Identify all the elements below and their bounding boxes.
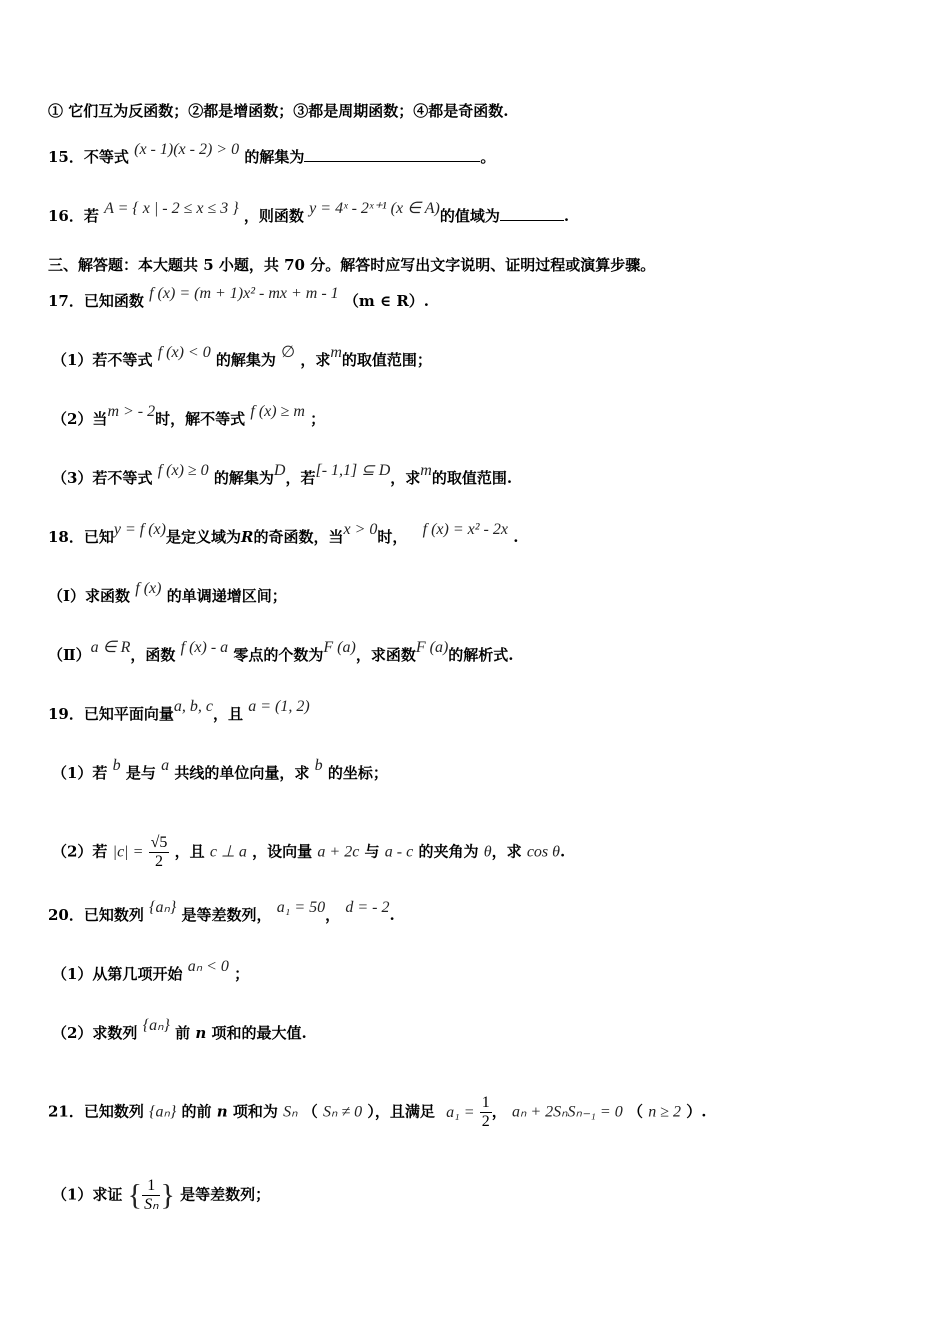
question-18: 18．已知y = f (x)是定义域为R的奇函数，当x > 0时， f (x) = x² - 2x . bbox=[48, 521, 519, 546]
question-19: 19．已知平面向量a, b, c，且 a = (1, 2) bbox=[48, 698, 310, 723]
question-17-part-1: （1）若不等式 f (x) < 0 的解集为 ∅ ，求m的取值范围； bbox=[52, 344, 432, 369]
question-17: 17．已知函数 f (x) = (m + 1)x² - mx + m - 1 （m ∈ R）. bbox=[48, 285, 430, 310]
fraction: $\frac{√5}{2}$ bbox=[150, 834, 168, 870]
question-20-part-2: （2）求数列 {aₙ} 前 n 项和的最大值. bbox=[52, 1017, 307, 1042]
question-21: 21．已知数列 {aₙ} 的前 n 项和为 Sₙ （ Sₙ ≠ 0 ），且满足 a₁ = $\frac{1}{2}$ ， aₙ + 2SₙSₙ₋₁ = 0 （ n ≥ 2 ）. bbox=[48, 1094, 707, 1130]
question-20: 20．已知数列 {aₙ} 是等差数列， a₁ = 50， d = - 2. bbox=[48, 899, 395, 924]
question-17-part-3: （3）若不等式 f (x) ≥ 0 的解集为D，若[- 1,1] ⊆ D，求m的取值范围. bbox=[52, 462, 513, 487]
inequality-expr: (x - 1)(x - 2) > 0 bbox=[134, 141, 240, 158]
question-17-part-2: （2）当m > - 2时，解不等式 f (x) ≥ m ； bbox=[52, 403, 326, 428]
question-20-part-1: （1）从第几项开始 aₙ < 0 ； bbox=[52, 958, 250, 983]
question-18-part-1: （Ⅰ）求函数 f (x) 的单调递增区间； bbox=[48, 580, 287, 605]
question-18-part-2: （Ⅱ）a ∈ R，函数 f (x) - a 零点的个数为F (a)，求函数F (a)的解析式. bbox=[48, 639, 514, 664]
empty-set-symbol: ∅ bbox=[281, 344, 296, 361]
function-expr: y = 4ˣ - 2ˣ⁺¹ (x ∈ A) bbox=[309, 200, 440, 217]
text-line-options: ① 它们互为反函数；②都是增函数；③都是周期函数；④都是奇函数. bbox=[48, 102, 509, 120]
answer-blank bbox=[304, 147, 480, 162]
question-19-part-1: （1）若 b 是与 a 共线的单位向量，求 b 的坐标； bbox=[52, 757, 388, 782]
question-15: 15．不等式 (x - 1)(x - 2) > 0 的解集为 。 bbox=[48, 141, 496, 166]
question-19-part-2: （2）若 |c| = $\frac{√5}{2}$ ，且 c ⊥ a ，设向量 a + 2c 与 a - c 的夹角为 θ，求 cos θ. bbox=[52, 834, 566, 870]
section-3-heading: 三、解答题：本大题共 5 小题，共 70 分。解答时应写出文字说明、证明过程或演算步骤。 bbox=[48, 256, 656, 274]
fraction: $\frac{1}{\text{Sₙ}}$ bbox=[144, 1177, 159, 1213]
fraction: $\frac{1}{2}$ bbox=[481, 1094, 490, 1130]
set-expr: A = { x | - 2 ≤ x ≤ 3 } bbox=[104, 200, 239, 217]
question-21-part-1: （1）求证 { $\frac{1}{\text{Sₙ}}$ } 是等差数列； bbox=[52, 1177, 271, 1213]
answer-blank bbox=[500, 206, 564, 221]
question-16: 16．若 A = { x | - 2 ≤ x ≤ 3 } ，则函数 y = 4ˣ - 2ˣ⁺¹ (x ∈ A)的值域为 . bbox=[48, 200, 570, 225]
function-expr: f (x) = (m + 1)x² - mx + m - 1 bbox=[149, 285, 339, 302]
